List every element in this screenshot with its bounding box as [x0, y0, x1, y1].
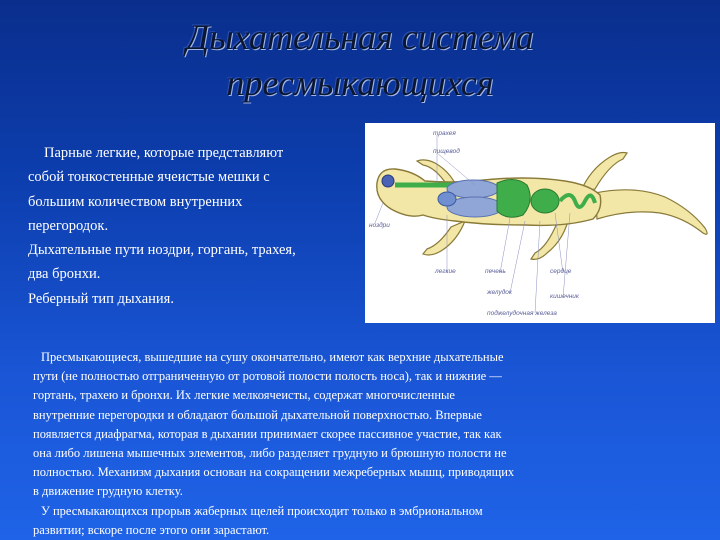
label-nostrils: ноздри: [369, 222, 390, 229]
summary-line: Реберный тип дыхания.: [28, 290, 174, 307]
paragraph-line: в движение грудную клетку.: [33, 484, 183, 499]
paragraph-line: развитии; вскоре после этого они зарастают.: [33, 522, 270, 537]
summary-line: большим количеством внутренних: [28, 193, 243, 210]
lizard-eye: [382, 175, 394, 187]
label-pancreas: поджелудочная железа: [487, 310, 557, 317]
label-stomach: желудок: [487, 289, 512, 296]
paragraph-line: появляется диафрагма, которая в дыхании принимает скорее пассивное участие, так как: [33, 426, 502, 441]
lizard-anatomy-illustration: [365, 123, 715, 323]
paragraph-line: У пресмыкающихся прорыв жаберных щелей происходит только в эмбриональном: [41, 503, 483, 518]
lizard-tail: [595, 190, 707, 234]
lizard-anatomy-figure: [365, 123, 715, 323]
paragraph-line: гортань, трахею и бронхи. Их легкие мелкоячеисты, содержат многочисленные: [33, 388, 455, 403]
paragraph-line: пути (не полностью отграниченную от ротовой полости полость носа), так и нижние —: [33, 369, 502, 384]
summary-line: Парные легкие, которые представляют: [44, 145, 284, 161]
summary-line: перегородок.: [28, 217, 109, 234]
label-liver: печень: [485, 268, 506, 275]
paragraph-line: Пресмыкающиеся, вышедшие на сушу окончательно, имеют как верхние дыхательные: [41, 350, 504, 364]
paragraph-line: она либо лишена мышечных элементов, либо разделяет грудную и брюшную полости не: [33, 446, 507, 461]
slide-title: [0, 14, 720, 106]
heart-shape: [438, 192, 456, 206]
paragraph-line: внутренние перегородки и обладают большой дыхательной поверхностью. Впервые: [33, 407, 482, 422]
title-line-1: Дыхательная система: [186, 17, 534, 57]
label-heart: сердце: [550, 268, 572, 275]
body-paragraph: [33, 348, 673, 540]
label-lungs: легкие: [435, 268, 456, 275]
summary-line: два бронхи.: [28, 266, 101, 283]
label-intestine: кишечник: [550, 293, 579, 300]
summary-list: [28, 141, 373, 311]
label-trachea: трахея: [433, 130, 456, 137]
summary-line: собой тонкостенные ячеистые мешки с: [28, 169, 270, 186]
stomach-shape: [531, 189, 559, 213]
summary-line: Дыхательные пути ноздри, горгань, трахея,: [28, 242, 296, 259]
paragraph-line: полностью. Механизм дыхания основан на сокращении межреберных мышц, приводящих: [33, 465, 515, 480]
label-esophagus: пищевод: [433, 148, 460, 155]
liver-shape: [497, 179, 530, 217]
title-line-2: пресмыкающихся: [226, 63, 494, 103]
